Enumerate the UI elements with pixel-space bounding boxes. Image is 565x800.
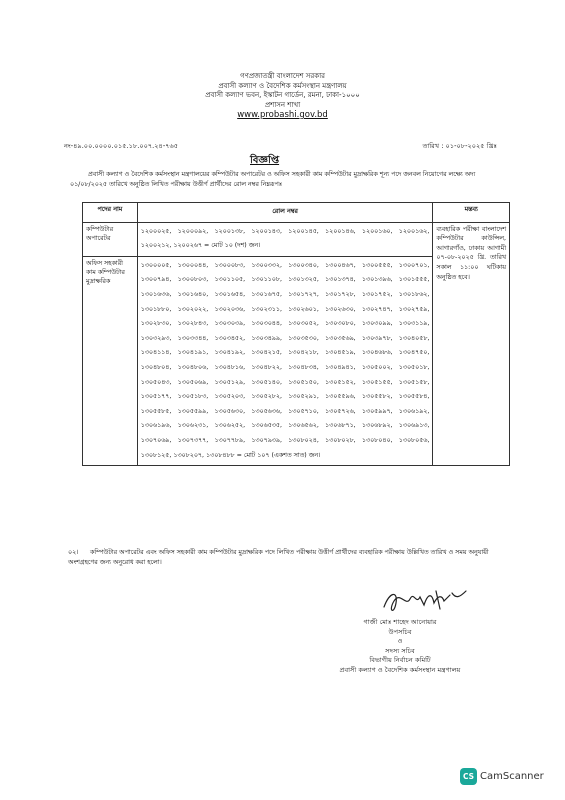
results-table bbox=[82, 202, 510, 466]
ministry-address: প্রবাসী কল্যাণ ভবন, ইস্কাটন গার্ডেন, রমনা, ঢাকা-১০০০ bbox=[205, 91, 360, 99]
signer-name: গাজী মোঃ শাহেদ আনোয়ার bbox=[363, 618, 437, 626]
signer-conjunction: ও bbox=[397, 637, 403, 646]
roll-numbers: ১২০০০২৫, ১২০০০৯২, ১২০০১৩৮, ১২০০১৪৩, ১২০০১৪৫, ১২০০১৪৬, ১২০০১৬০, ১২০০১৬২, ১২০০২১২, ১২০০২৬৭ = মোট ১০ (দশ) জন। bbox=[137, 222, 433, 256]
paragraph-number: ০২। bbox=[68, 549, 79, 556]
website-link[interactable]: www.probashi.gov.bd bbox=[237, 110, 328, 120]
memo-number: নং-৪৯.০০.০০০০.০১৫.১৮.০০৭.২৪-৭৬৫ bbox=[64, 142, 179, 150]
signature-block bbox=[300, 618, 500, 676]
signer-role: সদস্য সচিব bbox=[385, 646, 415, 655]
header-remarks: মন্তব্য bbox=[433, 203, 510, 223]
table-row bbox=[83, 222, 510, 256]
header-post: পদের নাম bbox=[83, 203, 138, 223]
post-name: কম্পিউটার অপারেটর bbox=[83, 222, 138, 256]
ministry-name: প্রবাসী কল্যাণ ও বৈদেশিক কর্মসংস্থান মন্ত্রণালয় bbox=[218, 81, 347, 90]
signer-ministry: প্রবাসী কল্যাণ ও বৈদেশিক কর্মসংস্থান মন্ত্রণালয় bbox=[339, 665, 461, 674]
roll-numbers: ১৩০০০০৫, ১৩০০০৪৪, ১৩০০০৮৩, ১৩০০৩৩২, ১৩০০৩৪০, ১৩০০৪৬৭, ১৩০০৫৫৫, ১৩০০৭০১, ১৩০০৭৯৪, ১৩০০৮০৩, ১৩০১১০৫, ১৩০১১০৮, ১৩০১৩২৫, ১৩০১৩৭৪, ১৩০১৩৯৬, ১৩০১৫৫৫, ১৩০১৬৩৬, ১৩০১৬৪০, ১৩০১৬৫৪, ১৩০১৬৭৫, ১৩০১৭২৭, ১৩০১৭২৮, ১৩০১৭৫২, ১৩০১৮৬২, ১৩০১৮৮০, ১৩০২০২২, ১৩০২০৩৬, ১৩০২৩১১, ১৩০২৬০১, ১৩০২৬৩০, ১৩০২৭৪৭, ১৩০২৭৫৯, ১৩০২৮৩০, ১৩০২৮৪৩, ১৩০৩০৩৯, ১৩০৩০৪৪, ১৩০৩০৫২, ১৩০৩০৮০, ১৩০৩০৯৯, ১৩০৩১১৯, ১৩০৩২৯৩, ১৩০৩৩৪৪, ১৩০৩৪৫২, ১৩০৩৪৯৯, ১৩০৩৫৩০, ১৩০৩৫৬৯, ১৩০৩৯৭৮, ১৩০৪০৫৮, ১৩০৪১১৪, ১৩০৪১৯১, ১৩০৪১৯২, ১৩০৪২১৫, ১৩০৪২১৮, ১৩০৪৫১৯, ১৩০৪৬৮৬, ১৩০৪৭৫০, ১৩০৪৮০৪, ১৩০৪৮০৬, ১৩০৪৮১৬, ১৩০৪৮২২, ১৩০৪৮৩৪, ১৩০৪৯৪১, ১৩০৫০০২, ১৩০৫০১৮, ১৩০৫০৪৩, ১৩০৫০৬৯, ১৩০৫১২৯, ১৩০৫১৪০, ১৩০৫১৫০, ১৩০৫১৫২, ১৩০৫১৫৫, ১৩০৫১৫৮, ১৩০৫১৭৭, ১৩০৫১৮৩, ১৩০৫২০৩, ১৩০৫২৮২, ১৩০৫২৯১, ১৩০৫৫৯৬, ১৩০৫৫৮২, ১৩০৫৫৮৪, ১৩০৫৫৮৫, ১৩০৫৫৯৯, ১৩০৫৬৩০, ১৩০৫৬৩৬, ১৩০৫৭১০, ১৩০৫৭২৬, ১৩০৫৯৯৭, ১৩০৬১৯২, ১৩০৬১৯৬, ১৩০৬২৩১, ১৩০৬২৫২, ১৩০৬৫৩৫, ১৩০৬৫৬২, ১৩০৬৮৭১, ১৩০৬৮৯২, ১৩০৬৯১৩, ১৩০৭০৬৯, ১৩০৭৩৭৭, ১৩০৭৭৮৯, ১৩০৭৯৩৯, ১৩০৮০২৪, ১৩০৮০২৮, ১৩০৮০৪০, ১৩০৮০৫৬, ১৩০৮১২৫, ১৩০৮২০৭, ১৩০৮৪৮৮ = মোট ১০৭ (একশত সাত) জন। bbox=[137, 256, 433, 465]
branch-name: প্রশাসন শাখা bbox=[264, 100, 301, 109]
issue-date: তারিখ : ০১-০৮-২০২৫ খ্রিঃ bbox=[422, 142, 497, 150]
camscanner-watermark bbox=[460, 768, 544, 785]
paragraph-2 bbox=[68, 548, 512, 568]
letterhead bbox=[0, 72, 565, 121]
handwritten-signature bbox=[380, 585, 470, 615]
signer-title: উপসচিব bbox=[388, 627, 412, 636]
post-name: অফিস সহকারী কাম কম্পিউটার মুদ্রাক্ষরিক bbox=[83, 256, 138, 465]
paragraph-text: কম্পিউটার অপারেটর এবং অফিস সহকারী কাম কম্পিউটার মুদ্রাক্ষরিক পদে লিখিত পরীক্ষায় উত্তীর্ণ প্রার্থীদের ব্যবহারিক পরীক্ষায় উল্লিখিত তারিখ ও সময় অনুযায়ী অংশগ্রহণের জন্য অনুরোধ করা হলো। bbox=[68, 549, 489, 566]
remarks-cell: ব্যবহারিক পরীক্ষা বাংলাদেশ কম্পিউটার কাউন্সিল, আগারগাঁও, ঢাকায় আগামী ০৭-০৮-২০২৫ খ্রি. তারিখ সকাল ১১:০০ ঘটিকায় অনুষ্ঠিত হবে। bbox=[433, 222, 510, 466]
header-roll: রোল নম্বর bbox=[137, 203, 433, 223]
camscanner-text: CamScanner bbox=[480, 771, 544, 782]
notice-title: বিজ্ঞপ্তি bbox=[250, 155, 280, 166]
camscanner-logo-icon: CS bbox=[460, 768, 477, 785]
table-header-row bbox=[83, 203, 510, 223]
signer-committee: বিভাগীয় নির্বাচন কমিটি bbox=[369, 656, 431, 665]
intro-paragraph: প্রবাসী কল্যাণ ও বৈদেশিক কর্মসংস্থান মন্ত্রণালয়ের কম্পিউটার অপারেটর ও অফিস সহকারী কাম কম্পিউটার মুদ্রাক্ষরিক শূন্য পদে জনবল নিয়োগের লক্ষ্যে অদ্য ০১/০৮/২০২৫ তারিখে অনুষ্ঠিত লিখিত পরীক্ষায় উত্তীর্ণ প্রার্থীদের রোল নম্বর নিম্নরূপঃ bbox=[70, 171, 476, 188]
government-name: গণপ্রজাতন্ত্রী বাংলাদেশ সরকার bbox=[240, 72, 325, 80]
